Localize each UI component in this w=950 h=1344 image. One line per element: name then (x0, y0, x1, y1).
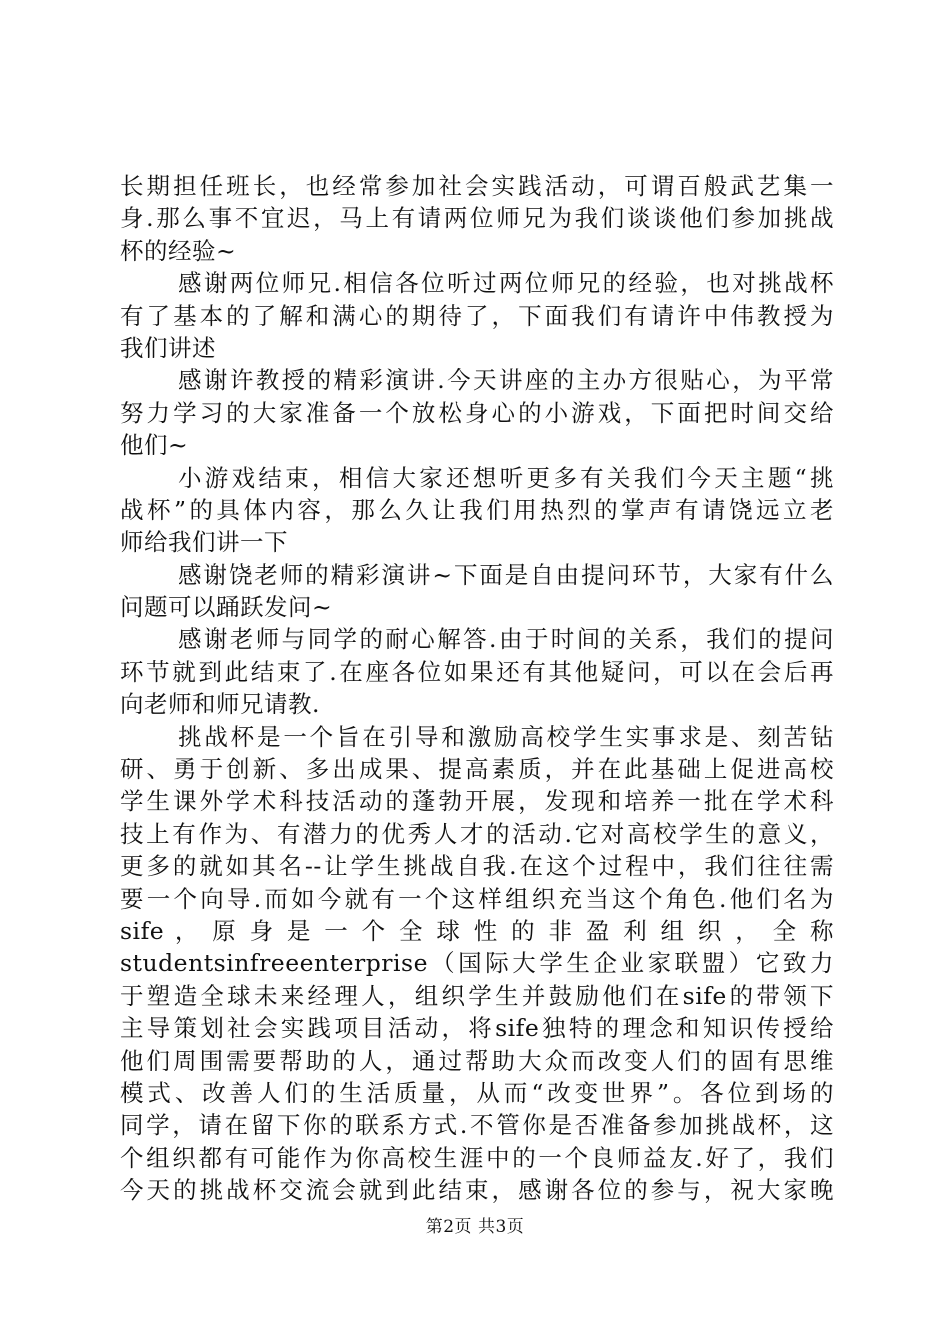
text-line: 于塑造全球未来经理人，组织学生并鼓励他们在sife的带领下 (120, 981, 834, 1010)
text-line: 更多的就如其名--让学生挑战自我.在这个过程中，我们往往需 (120, 852, 834, 881)
text-line: 感谢许教授的精彩演讲.今天讲座的主办方很贴心，为平常 (178, 366, 834, 395)
text-line: 有了基本的了解和满心的期待了，下面我们有请许中伟教授为 (120, 301, 834, 330)
text-line: 努力学习的大家准备一个放松身心的小游戏，下面把时间交给 (120, 398, 834, 427)
text-line: 长期担任班长，也经常参加社会实践活动，可谓百般武艺集一 (120, 172, 834, 200)
text-line: 小游戏结束，相信大家还想听更多有关我们今天主题“挑 (178, 463, 834, 492)
text-line: 同学，请在留下你的联系方式.不管你是否准备参加挑战杯，这 (120, 1111, 834, 1140)
text-line: 战杯”的具体内容，那么久让我们用热烈的掌声有请饶远立老 (120, 495, 834, 524)
text-line: 感谢老师与同学的耐心解答.由于时间的关系，我们的提问 (178, 625, 834, 654)
text-line: 模式、改善人们的生活质量，从而“改变世界”。各位到场的 (120, 1078, 834, 1107)
text-line: 身.那么事不宜迟，马上有请两位师兄为我们谈谈他们参加挑战 (120, 204, 834, 233)
text-line: 问题可以踊跃发问~ (120, 593, 333, 622)
text-line: 杯的经验~ (120, 236, 237, 265)
text-line: 感谢饶老师的精彩演讲~下面是自由提问环节，大家有什么 (178, 560, 834, 589)
text-line: 感谢两位师兄.相信各位听过两位师兄的经验，也对挑战杯 (178, 269, 834, 298)
text-line: 向老师和师兄请教. (120, 690, 320, 719)
text-line: studentsinfreeenterprise（国际大学生企业家联盟）它致力 (120, 949, 834, 978)
text-line: 研、勇于创新、多出成果、提高素质，并在此基础上促进高校 (120, 755, 834, 784)
text-line: 今天的挑战杯交流会就到此结束，感谢各位的参与，祝大家晚 (120, 1176, 834, 1205)
text-line: 环节就到此结束了.在座各位如果还有其他疑问，可以在会后再 (120, 657, 834, 686)
text-line: 我们讲述 (120, 333, 216, 362)
text-line: 主导策划社会实践项目活动，将sife独特的理念和知识传授给 (120, 1014, 834, 1043)
text-line: 个组织都有可能作为你高校生涯中的一个良师益友.好了，我们 (120, 1143, 834, 1172)
text-line: sife ， 原 身 是 一 个 全 球 性 的 非 盈 利 组 织 ， 全 称 (120, 916, 834, 945)
page-number-footer: 第2页 共3页 (425, 1217, 525, 1237)
text-line: 挑战杯是一个旨在引导和激励高校学生实事求是、刻苦钻 (178, 722, 834, 751)
text-line: 技上有作为、有潜力的优秀人才的活动.它对高校学生的意义， (120, 819, 834, 848)
text-line: 要一个向导.而如今就有一个这样组织充当这个角色.他们名为 (120, 884, 834, 913)
text-line: 他们~ (120, 431, 189, 460)
text-line: 学生课外学术科技活动的蓬勃开展，发现和培养一批在学术科 (120, 787, 834, 816)
document-body (120, 170, 834, 1207)
text-line: 师给我们讲一下 (120, 528, 288, 557)
text-line: 他们周围需要帮助的人，通过帮助大众而改变人们的固有思维 (120, 1046, 834, 1075)
